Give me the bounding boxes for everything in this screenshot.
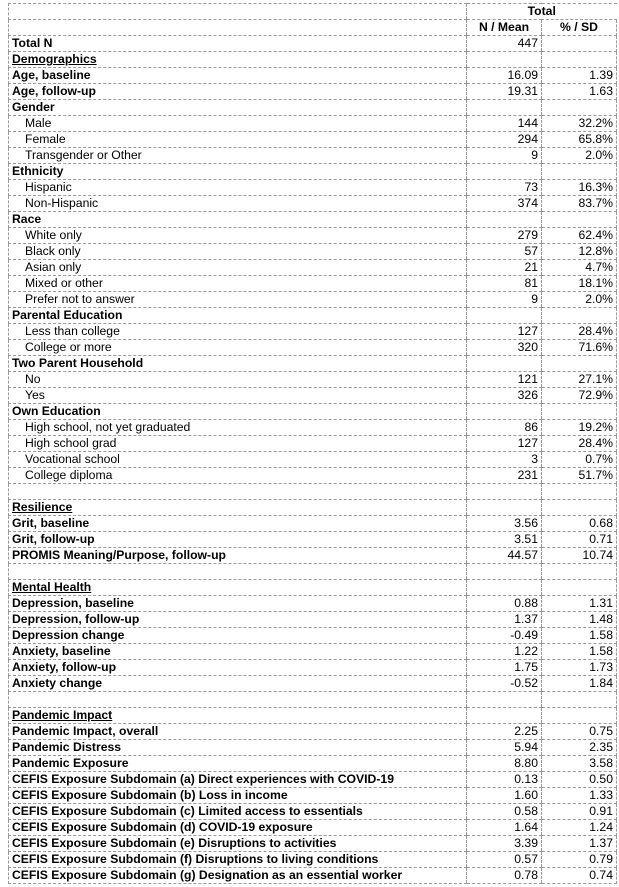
row-pct-sd: 1.24 bbox=[542, 820, 617, 836]
row-pct-sd bbox=[542, 580, 617, 596]
row-n-mean: 447 bbox=[467, 36, 542, 52]
table-row bbox=[9, 788, 617, 804]
row-pct-sd: 16.3% bbox=[542, 180, 617, 196]
row-label bbox=[9, 564, 467, 580]
row-n-mean: 21 bbox=[467, 260, 542, 276]
row-label: Yes bbox=[9, 388, 467, 404]
row-n-mean: 0.57 bbox=[467, 852, 542, 868]
row-pct-sd: 71.6% bbox=[542, 340, 617, 356]
table-row bbox=[9, 564, 617, 580]
row-pct-sd bbox=[542, 164, 617, 180]
table-row bbox=[9, 628, 617, 644]
table-row bbox=[9, 612, 617, 628]
row-label: Pandemic Exposure bbox=[9, 756, 467, 772]
row-label: Male bbox=[9, 116, 467, 132]
row-n-mean: 3 bbox=[467, 452, 542, 468]
row-label: Black only bbox=[9, 244, 467, 260]
table-row bbox=[9, 132, 617, 148]
row-pct-sd: 0.75 bbox=[542, 724, 617, 740]
row-label: Depression, baseline bbox=[9, 596, 467, 612]
row-n-mean: 320 bbox=[467, 340, 542, 356]
row-label: White only bbox=[9, 228, 467, 244]
row-n-mean bbox=[467, 308, 542, 324]
row-label: Age, follow-up bbox=[9, 84, 467, 100]
row-label: College or more bbox=[9, 340, 467, 356]
row-n-mean: 1.75 bbox=[467, 660, 542, 676]
table-row bbox=[9, 660, 617, 676]
row-label: Two Parent Household bbox=[9, 356, 467, 372]
row-pct-sd: 0.7% bbox=[542, 452, 617, 468]
table-row bbox=[9, 244, 617, 260]
row-pct-sd: 4.7% bbox=[542, 260, 617, 276]
row-label: Pandemic Impact, overall bbox=[9, 724, 467, 740]
row-label: Anxiety change bbox=[9, 676, 467, 692]
table-header-row-columns bbox=[9, 20, 617, 36]
row-n-mean: 19.31 bbox=[467, 84, 542, 100]
row-pct-sd: 51.7% bbox=[542, 468, 617, 484]
row-n-mean: 374 bbox=[467, 196, 542, 212]
row-label: High school, not yet graduated bbox=[9, 420, 467, 436]
row-pct-sd: 0.79 bbox=[542, 852, 617, 868]
row-pct-sd: 1.63 bbox=[542, 84, 617, 100]
row-label: College diploma bbox=[9, 468, 467, 484]
row-label: CEFIS Exposure Subdomain (b) Loss in income bbox=[9, 788, 467, 804]
row-n-mean: 3.39 bbox=[467, 836, 542, 852]
row-pct-sd: 2.0% bbox=[542, 292, 617, 308]
row-label: CEFIS Exposure Subdomain (g) Designation as an essential worker bbox=[9, 868, 467, 884]
row-label: No bbox=[9, 372, 467, 388]
row-n-mean: 5.94 bbox=[467, 740, 542, 756]
row-label: Demographics bbox=[9, 52, 467, 68]
row-pct-sd: 1.37 bbox=[542, 836, 617, 852]
row-pct-sd: 27.1% bbox=[542, 372, 617, 388]
row-pct-sd: 32.2% bbox=[542, 116, 617, 132]
row-label: Mixed or other bbox=[9, 276, 467, 292]
table-row bbox=[9, 724, 617, 740]
row-label: Grit, follow-up bbox=[9, 532, 467, 548]
table-row bbox=[9, 404, 617, 420]
table-row bbox=[9, 436, 617, 452]
row-pct-sd: 62.4% bbox=[542, 228, 617, 244]
table-row bbox=[9, 692, 617, 708]
row-pct-sd: 0.74 bbox=[542, 868, 617, 884]
row-n-mean: 2.25 bbox=[467, 724, 542, 740]
row-pct-sd bbox=[542, 52, 617, 68]
table-row bbox=[9, 148, 617, 164]
row-n-mean bbox=[467, 52, 542, 68]
row-pct-sd bbox=[542, 484, 617, 500]
row-label: Anxiety, baseline bbox=[9, 644, 467, 660]
table-row bbox=[9, 468, 617, 484]
table-header-row-group bbox=[9, 4, 617, 20]
row-label: Asian only bbox=[9, 260, 467, 276]
row-pct-sd: 0.71 bbox=[542, 532, 617, 548]
row-label: Vocational school bbox=[9, 452, 467, 468]
table-row bbox=[9, 484, 617, 500]
row-n-mean bbox=[467, 484, 542, 500]
row-n-mean: 0.58 bbox=[467, 804, 542, 820]
row-n-mean bbox=[467, 692, 542, 708]
row-pct-sd: 1.48 bbox=[542, 612, 617, 628]
table-row bbox=[9, 676, 617, 692]
row-n-mean: 1.64 bbox=[467, 820, 542, 836]
row-pct-sd: 0.68 bbox=[542, 516, 617, 532]
row-n-mean: 44.57 bbox=[467, 548, 542, 564]
row-n-mean: 86 bbox=[467, 420, 542, 436]
row-n-mean: 121 bbox=[467, 372, 542, 388]
row-n-mean: 8.80 bbox=[467, 756, 542, 772]
row-n-mean bbox=[467, 356, 542, 372]
table-row bbox=[9, 116, 617, 132]
row-pct-sd: 1.84 bbox=[542, 676, 617, 692]
row-n-mean: 9 bbox=[467, 292, 542, 308]
table-row bbox=[9, 644, 617, 660]
row-pct-sd: 1.58 bbox=[542, 628, 617, 644]
row-n-mean: 127 bbox=[467, 436, 542, 452]
row-n-mean bbox=[467, 212, 542, 228]
table-row bbox=[9, 836, 617, 852]
table-row bbox=[9, 180, 617, 196]
row-label: Anxiety, follow-up bbox=[9, 660, 467, 676]
table-row bbox=[9, 708, 617, 724]
table-row bbox=[9, 532, 617, 548]
table-row bbox=[9, 228, 617, 244]
table-row bbox=[9, 52, 617, 68]
row-label: Mental Health bbox=[9, 580, 467, 596]
row-label: CEFIS Exposure Subdomain (f) Disruptions to living conditions bbox=[9, 852, 467, 868]
row-pct-sd: 1.33 bbox=[542, 788, 617, 804]
row-pct-sd bbox=[542, 404, 617, 420]
row-label: Age, baseline bbox=[9, 68, 467, 84]
row-pct-sd: 2.35 bbox=[542, 740, 617, 756]
row-pct-sd bbox=[542, 708, 617, 724]
row-label: Resilience bbox=[9, 500, 467, 516]
row-pct-sd bbox=[542, 36, 617, 52]
row-pct-sd: 83.7% bbox=[542, 196, 617, 212]
row-n-mean: 3.51 bbox=[467, 532, 542, 548]
row-label: Gender bbox=[9, 100, 467, 116]
row-n-mean: 0.13 bbox=[467, 772, 542, 788]
row-label: Transgender or Other bbox=[9, 148, 467, 164]
table-row bbox=[9, 804, 617, 820]
row-pct-sd: 0.50 bbox=[542, 772, 617, 788]
table-row bbox=[9, 276, 617, 292]
table-row bbox=[9, 580, 617, 596]
row-label: Grit, baseline bbox=[9, 516, 467, 532]
row-pct-sd: 1.58 bbox=[542, 644, 617, 660]
row-pct-sd: 3.58 bbox=[542, 756, 617, 772]
table-row bbox=[9, 324, 617, 340]
header-pct-sd: % / SD bbox=[542, 20, 617, 36]
table-row bbox=[9, 196, 617, 212]
table-row bbox=[9, 516, 617, 532]
row-pct-sd: 28.4% bbox=[542, 324, 617, 340]
row-pct-sd: 18.1% bbox=[542, 276, 617, 292]
row-n-mean bbox=[467, 404, 542, 420]
row-pct-sd: 65.8% bbox=[542, 132, 617, 148]
row-n-mean: 1.22 bbox=[467, 644, 542, 660]
descriptive-statistics-table bbox=[8, 3, 617, 884]
table-row bbox=[9, 852, 617, 868]
row-n-mean: 127 bbox=[467, 324, 542, 340]
row-label: CEFIS Exposure Subdomain (d) COVID-19 exposure bbox=[9, 820, 467, 836]
row-pct-sd bbox=[542, 564, 617, 580]
row-label: Pandemic Impact bbox=[9, 708, 467, 724]
row-n-mean: 144 bbox=[467, 116, 542, 132]
table-row bbox=[9, 212, 617, 228]
table-row bbox=[9, 596, 617, 612]
table-row bbox=[9, 548, 617, 564]
row-pct-sd: 12.8% bbox=[542, 244, 617, 260]
row-label: Total N bbox=[9, 36, 467, 52]
row-n-mean: 326 bbox=[467, 388, 542, 404]
row-label: Hispanic bbox=[9, 180, 467, 196]
row-pct-sd: 2.0% bbox=[542, 148, 617, 164]
row-label: Less than college bbox=[9, 324, 467, 340]
row-n-mean: 57 bbox=[467, 244, 542, 260]
row-label bbox=[9, 692, 467, 708]
table-row bbox=[9, 500, 617, 516]
row-label: Depression, follow-up bbox=[9, 612, 467, 628]
row-n-mean: 231 bbox=[467, 468, 542, 484]
row-pct-sd: 0.91 bbox=[542, 804, 617, 820]
table-row bbox=[9, 820, 617, 836]
header-blank bbox=[9, 4, 467, 20]
row-n-mean: 279 bbox=[467, 228, 542, 244]
table-row bbox=[9, 100, 617, 116]
row-n-mean bbox=[467, 708, 542, 724]
row-n-mean: -0.52 bbox=[467, 676, 542, 692]
header-n-mean: N / Mean bbox=[467, 20, 542, 36]
table-row bbox=[9, 356, 617, 372]
row-n-mean: -0.49 bbox=[467, 628, 542, 644]
row-n-mean: 294 bbox=[467, 132, 542, 148]
row-pct-sd: 1.73 bbox=[542, 660, 617, 676]
table-row bbox=[9, 84, 617, 100]
row-n-mean: 1.60 bbox=[467, 788, 542, 804]
row-pct-sd bbox=[542, 308, 617, 324]
row-label: PROMIS Meaning/Purpose, follow-up bbox=[9, 548, 467, 564]
table-row bbox=[9, 756, 617, 772]
row-pct-sd bbox=[542, 212, 617, 228]
table-row bbox=[9, 164, 617, 180]
table-row bbox=[9, 340, 617, 356]
row-pct-sd bbox=[542, 500, 617, 516]
row-n-mean bbox=[467, 500, 542, 516]
row-n-mean: 16.09 bbox=[467, 68, 542, 84]
row-label: Ethnicity bbox=[9, 164, 467, 180]
row-n-mean: 3.56 bbox=[467, 516, 542, 532]
row-label: Depression change bbox=[9, 628, 467, 644]
row-label: CEFIS Exposure Subdomain (e) Disruptions to activities bbox=[9, 836, 467, 852]
table-row bbox=[9, 772, 617, 788]
row-n-mean bbox=[467, 564, 542, 580]
row-label: Pandemic Distress bbox=[9, 740, 467, 756]
row-n-mean: 9 bbox=[467, 148, 542, 164]
row-label bbox=[9, 484, 467, 500]
row-n-mean: 73 bbox=[467, 180, 542, 196]
table-row bbox=[9, 420, 617, 436]
row-pct-sd: 1.31 bbox=[542, 596, 617, 612]
header-total: Total bbox=[467, 4, 617, 20]
row-pct-sd bbox=[542, 100, 617, 116]
table-row bbox=[9, 372, 617, 388]
row-label: Own Education bbox=[9, 404, 467, 420]
row-pct-sd bbox=[542, 356, 617, 372]
row-label: CEFIS Exposure Subdomain (a) Direct experiences with COVID-19 bbox=[9, 772, 467, 788]
table-row bbox=[9, 452, 617, 468]
row-label: Non-Hispanic bbox=[9, 196, 467, 212]
row-label: Parental Education bbox=[9, 308, 467, 324]
row-n-mean: 0.78 bbox=[467, 868, 542, 884]
row-label: Race bbox=[9, 212, 467, 228]
table-row bbox=[9, 740, 617, 756]
table-row bbox=[9, 308, 617, 324]
table-row bbox=[9, 388, 617, 404]
table-row bbox=[9, 260, 617, 276]
row-n-mean: 81 bbox=[467, 276, 542, 292]
row-label: CEFIS Exposure Subdomain (c) Limited access to essentials bbox=[9, 804, 467, 820]
table-row bbox=[9, 292, 617, 308]
row-n-mean: 1.37 bbox=[467, 612, 542, 628]
row-pct-sd: 10.74 bbox=[542, 548, 617, 564]
table-row bbox=[9, 868, 617, 884]
row-n-mean bbox=[467, 580, 542, 596]
row-label: High school grad bbox=[9, 436, 467, 452]
row-label: Female bbox=[9, 132, 467, 148]
row-n-mean: 0.88 bbox=[467, 596, 542, 612]
table-body bbox=[9, 36, 617, 884]
table-row bbox=[9, 68, 617, 84]
row-pct-sd: 1.39 bbox=[542, 68, 617, 84]
row-pct-sd: 28.4% bbox=[542, 436, 617, 452]
row-n-mean bbox=[467, 100, 542, 116]
row-pct-sd: 72.9% bbox=[542, 388, 617, 404]
row-pct-sd bbox=[542, 692, 617, 708]
row-n-mean bbox=[467, 164, 542, 180]
row-pct-sd: 19.2% bbox=[542, 420, 617, 436]
header-blank bbox=[9, 20, 467, 36]
table-row bbox=[9, 36, 617, 52]
row-label: Prefer not to answer bbox=[9, 292, 467, 308]
